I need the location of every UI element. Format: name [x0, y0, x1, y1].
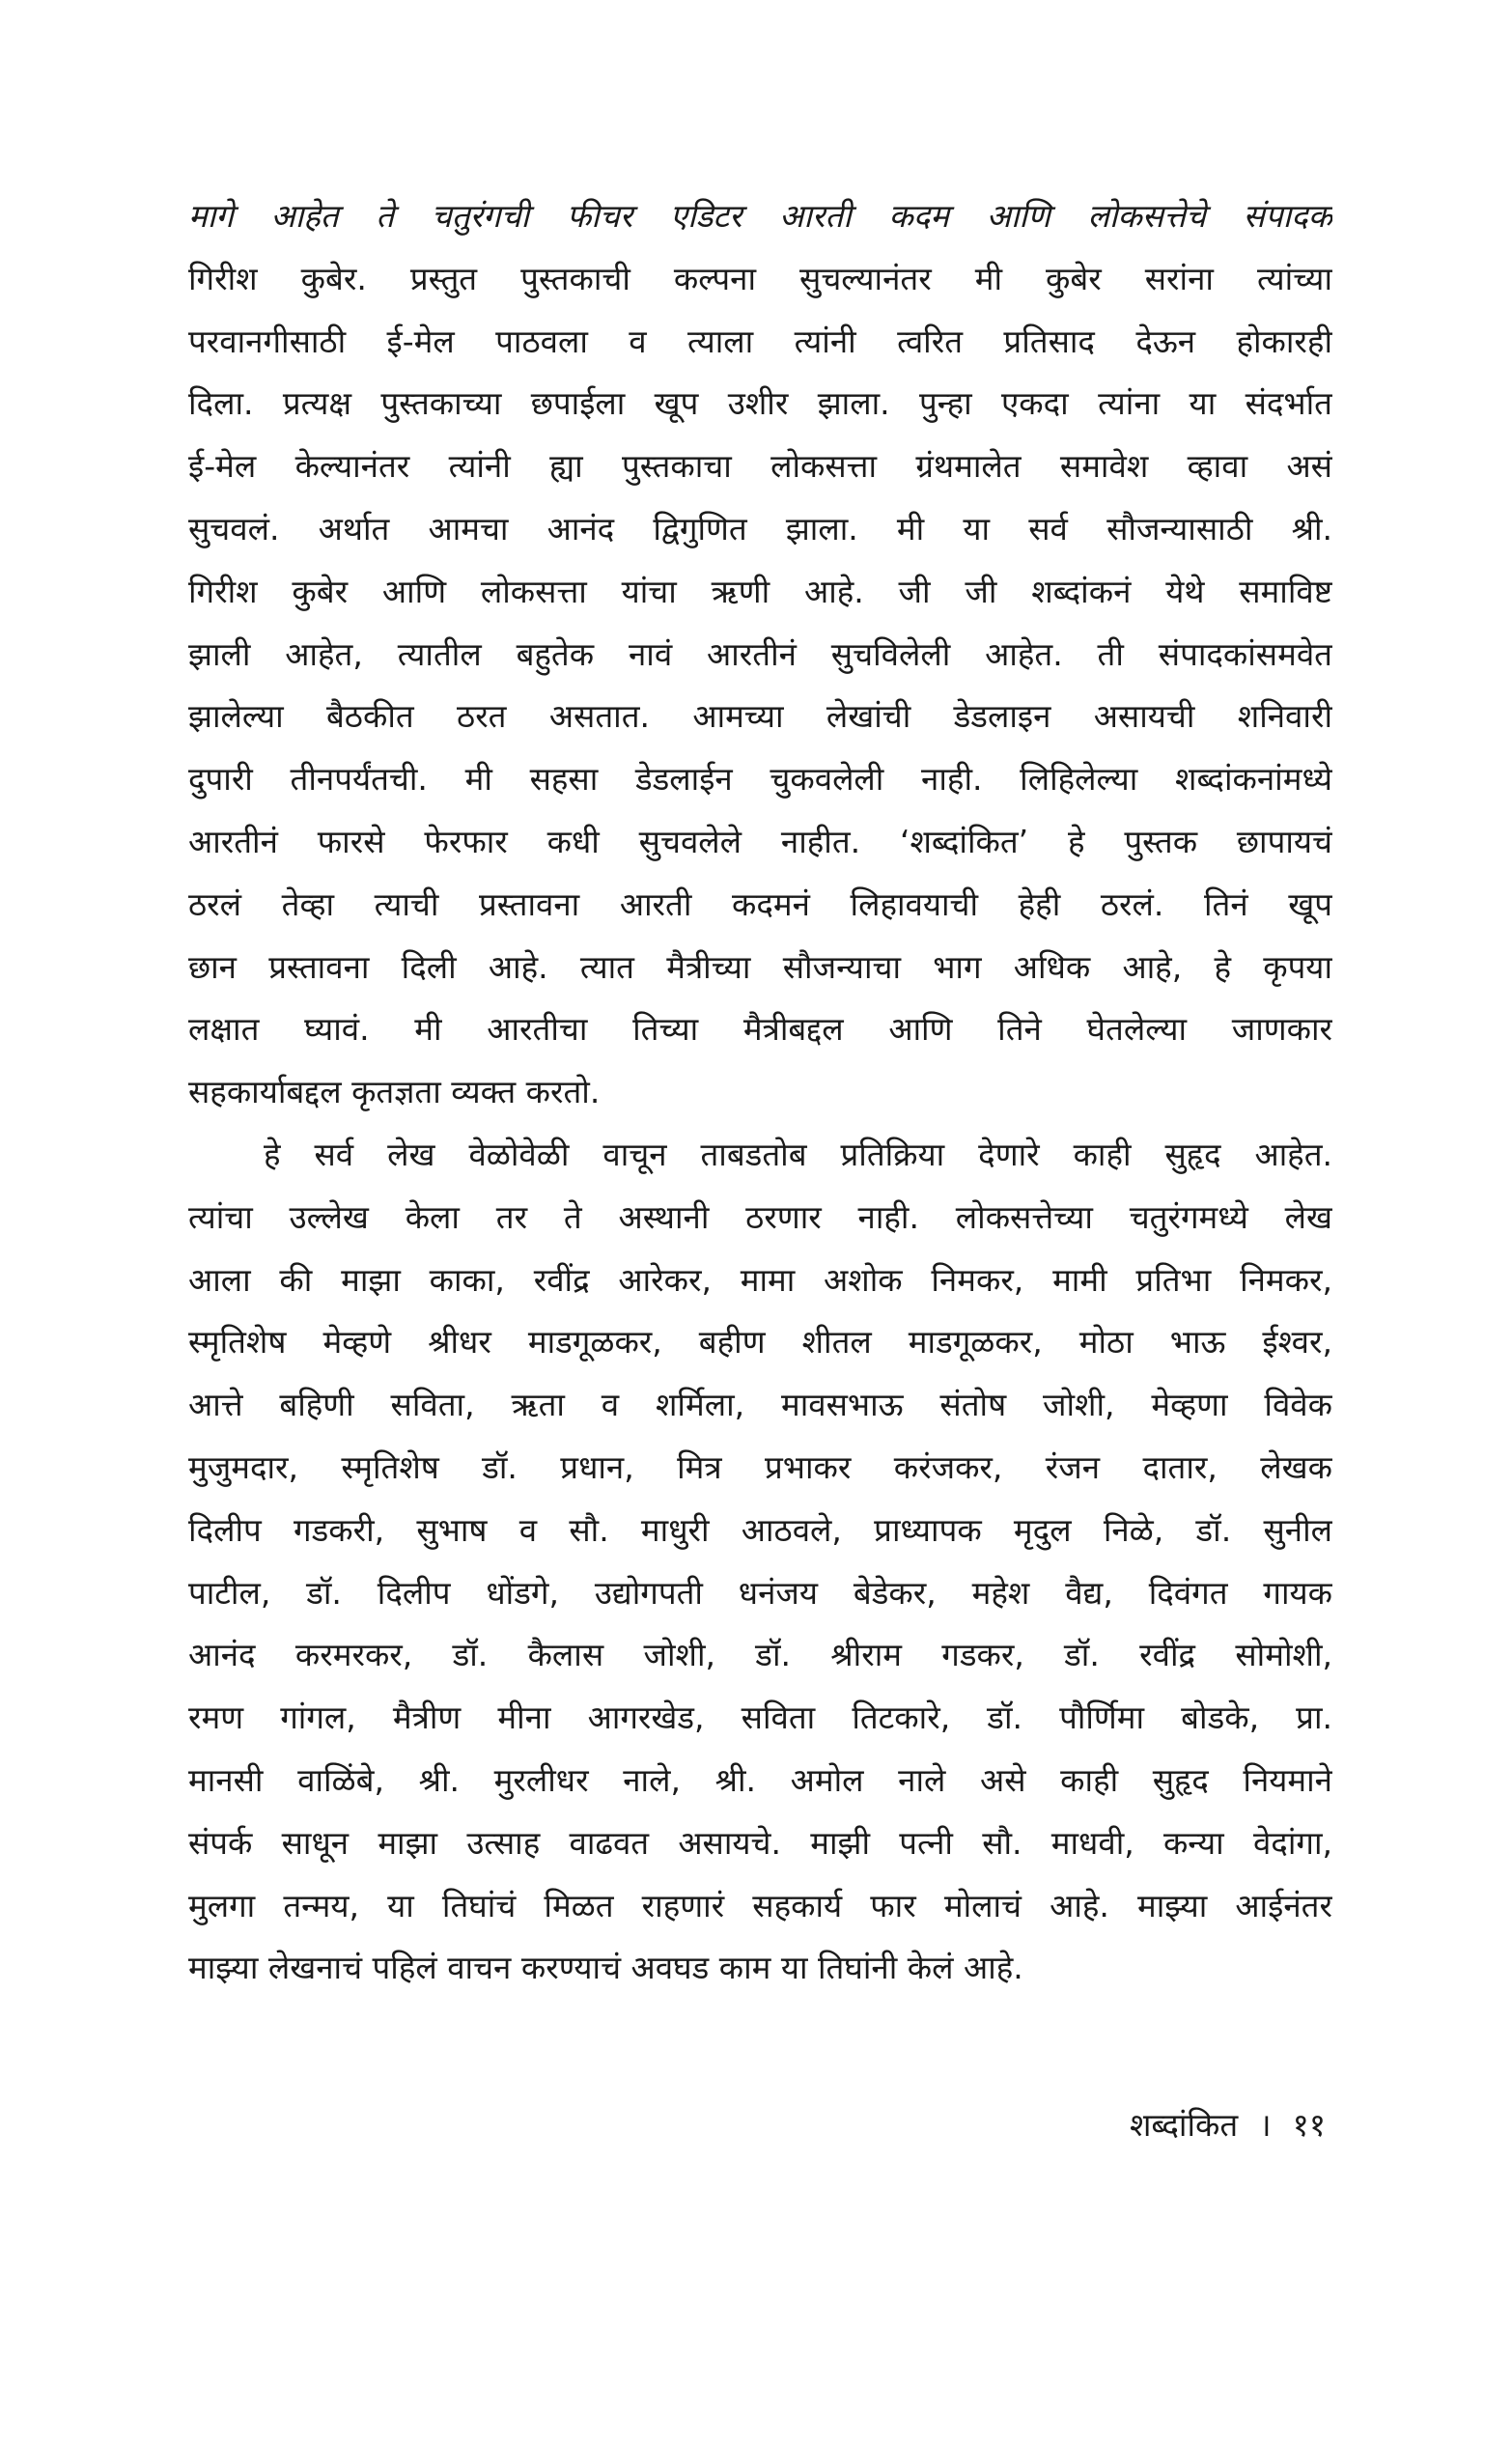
text-line: लक्षात घ्यावं. मी आरतीचा तिच्या मैत्रीबद्दल आणि तिने घेतलेल्या जाणकार — [188, 1010, 1332, 1049]
text-line: ठरलं तेव्हा त्याची प्रस्तावना आरती कदमनं लिहावयाची हेही ठरलं. तिनं खूप — [188, 885, 1332, 923]
text-line: झालेल्या बैठकीत ठरत असतात. आमच्या लेखांची डेडलाइन असायची शनिवारी — [188, 697, 1332, 736]
text-line: संपर्क साधून माझा उत्साह वाढवत असायचे. माझी पत्नी सौ. माधवी, कन्या वेदांगा, — [188, 1823, 1332, 1862]
text-line: गिरीश कुबेर. प्रस्तुत पुस्तकाची कल्पना सुचल्यानंतर मी कुबेर सरांना त्यांच्या — [188, 259, 1332, 297]
text-line: ई-मेल केल्यानंतर त्यांनी ह्या पुस्तकाचा लोकसत्ता ग्रंथमालेत समावेश व्हावा असं — [188, 447, 1332, 486]
text-line: मानसी वाळिंबे, श्री. मुरलीधर नाले, श्री. अमोल नाले असे काही सुहृद नियमाने — [188, 1760, 1332, 1799]
text-line: दुपारी तीनपर्यंतची. मी सहसा डेडलाईन चुकवलेली नाही. लिहिलेल्या शब्दांकनांमध्ये — [188, 760, 1332, 799]
paragraph-1 — [188, 185, 1332, 1124]
text-line: आला की माझा काका, रवींद्र आरेकर, मामा अशोक निमकर, मामी प्रतिभा निमकर, — [188, 1260, 1332, 1299]
text-line: मुलगा तन्मय, या तिघांचं मिळत राहणारं सहकार्य फार मोलाचं आहे. माझ्या आईनंतर — [188, 1886, 1332, 1924]
text-line: छान प्रस्तावना दिली आहे. त्यात मैत्रीच्या सौजन्याचा भाग अधिक आहे, हे कृपया — [188, 947, 1332, 986]
page-number: ११ — [1292, 2106, 1326, 2144]
text-line: मुजुमदार, स्मृतिशेष डॉ. प्रधान, मित्र प्रभाकर करंजकर, रंजन दातार, लेखक — [188, 1447, 1332, 1486]
text-line: दिलीप गडकरी, सुभाष व सौ. माधुरी आठवले, प्राध्यापक मृदुल निळे, डॉ. सुनील — [188, 1510, 1332, 1549]
text-line: झाली आहेत, त्यातील बहुतेक नावं आरतीनं सुचविलेली आहेत. ती संपादकांसमवेत — [188, 634, 1332, 673]
text-line: आत्ते बहिणी सविता, ऋता व शर्मिला, मावसभाऊ संतोष जोशी, मेव्हणा विवेक — [188, 1386, 1332, 1424]
text-line: पाटील, डॉ. दिलीप धोंडगे, उद्योगपती धनंजय बेडेकर, महेश वैद्य, दिवंगत गायक — [188, 1573, 1332, 1612]
page-footer — [1130, 2101, 1326, 2149]
text-line: परवानगीसाठी ई-मेल पाठवला व त्याला त्यांनी त्वरित प्रतिसाद देऊन होकारही — [188, 322, 1332, 360]
text-line: सुचवलं. अर्थात आमचा आनंद द्विगुणित झाला. मी या सर्व सौजन्यासाठी श्री. — [188, 509, 1332, 548]
text-line: माझ्या लेखनाचं पहिलं वाचन करण्याचं अवघड काम या तिघांनी केलं आहे. — [188, 1949, 1023, 1987]
text-line: दिला. प्रत्यक्ष पुस्तकाच्या छपाईला खूप उशीर झाला. पुन्हा एकदा त्यांना या संदर्भात — [188, 384, 1332, 423]
text-line: स्मृतिशेष मेव्हणे श्रीधर माडगूळकर, बहीण शीतल माडगूळकर, मोठा भाऊ ईश्वर, — [188, 1323, 1332, 1362]
text-line: रमण गांगल, मैत्रीण मीना आगरखेड, सविता तिटकारे, डॉ. पौर्णिमा बोडके, प्रा. — [188, 1699, 1332, 1737]
text-line: त्यांचा उल्लेख केला तर ते अस्थानी ठरणार नाही. लोकसत्तेच्या चतुरंगमध्ये लेख — [188, 1197, 1332, 1236]
footer-separator: । — [1259, 2106, 1272, 2144]
running-title: शब्दांकित — [1129, 2106, 1239, 2144]
text-line: आनंद करमरकर, डॉ. कैलास जोशी, डॉ. श्रीराम गडकर, डॉ. रवींद्र सोमोशी, — [188, 1636, 1332, 1674]
text-line: हे सर्व लेख वेळोवेळी वाचून ताबडतोब प्रतिक्रिया देणारे काही सुहृद आहेत. — [264, 1135, 1332, 1173]
text-line: सहकार्याबद्दल कृतज्ञता व्यक्त करतो. — [188, 1073, 601, 1111]
body-text — [188, 185, 1332, 2000]
paragraph-2 — [188, 1124, 1332, 2000]
text-line: मागे आहेत ते चतुरंगची फीचर एडिटर आरती कदम आणि लोकसत्तेचे संपादक — [188, 197, 1332, 235]
text-line: गिरीश कुबेर आणि लोकसत्ता यांचा ऋणी आहे. जी जी शब्दांकनं येथे समाविष्ट — [188, 572, 1332, 610]
text-line: आरतीनं फारसे फेरफार कधी सुचवलेले नाहीत. ‘शब्दांकित’ हे पुस्तक छापायचं — [188, 822, 1332, 860]
